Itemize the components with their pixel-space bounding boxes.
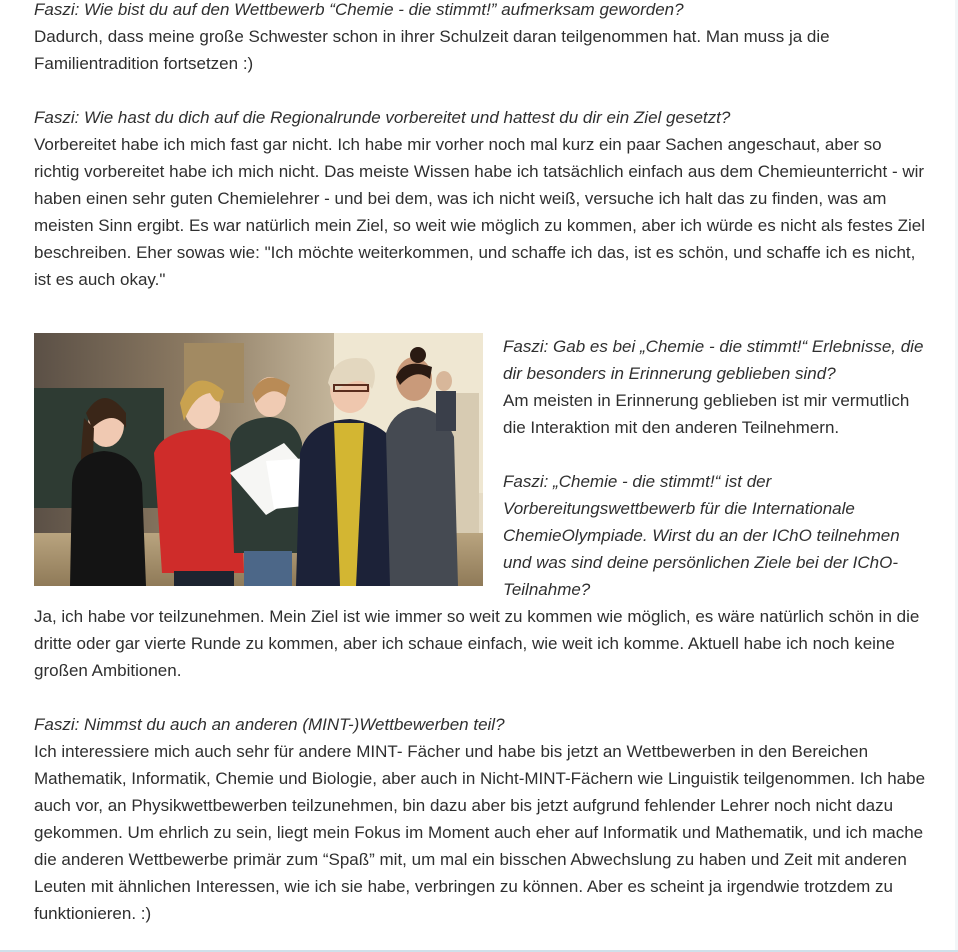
paragraph-gap (34, 684, 926, 711)
question-2: Faszi: Wie hast du dich auf die Regionalrunde vorbereitet und hattest du dir ein Ziel gesetzt? (34, 108, 731, 127)
interview-article (34, 0, 926, 927)
answer-2: Vorbereitet habe ich mich fast gar nicht. Ich habe mir vorher noch mal kurz ein paar Sachen angeschaut, aber so richtig vorbereitet habe ich mich nicht. Das meiste Wissen habe ich tatsächlich einfach aus dem Chemieunterricht - wir haben einen sehr guten Chemielehrer - und bei dem, was ich nicht weiß, versuche ich halt das zu finden, was am meisten Sinn ergibt. Es war natürlich mein Ziel, so weit wie möglich zu kommen, aber ich würde es nicht als festes Ziel beschreiben. Eher sowas wie: "Ich möchte weiterkommen, und schaffe ich das, ist es schön, und schaffe ich es nicht, ist es auch okay." (34, 135, 925, 289)
paragraph-gap (34, 77, 926, 104)
answer-1: Dadurch, dass meine große Schwester schon in ihrer Schulzeit daran teilgenommen hat. Man muss ja die Familientradition fortsetzen :) (34, 27, 830, 73)
answer-5: Ich interessiere mich auch sehr für andere MINT- Fächer und habe bis jetzt an Wettbewerben in den Bereichen Mathematik, Informatik, Chemie und Biologie, aber auch in Nicht-MINT-Fächern wie Linguistik teilgenommen. Ich habe auch vor, an Physikwettbewerben teilzunehmen, bin dazu aber bis jetzt aufgrund fehlender Lehrer noch nicht dazu gekommen. Um ehrlich zu sein, liegt mein Fokus im Moment auch eher auf Informatik und Mathematik, und ich mache die anderen Wettbewerbe primär zum “Spaß” mit, um mal ein bisschen Abwechslung zu haben und Zeit mit anderen Leuten mit ähnlichen Interessen, wie ich sie habe, verbringen zu können. Aber es scheint ja irgendwie trotzdem zu funktionieren. :) (34, 742, 926, 923)
answer-3: Am meisten in Erinnerung geblieben ist mir vermutlich die Interaktion mit den anderen Teilnehmern. (503, 391, 910, 437)
question-1: Faszi: Wie bist du auf den Wettbewerb “Chemie - die stimmt!” aufmerksam geworden? (34, 0, 684, 19)
photo-section (34, 333, 926, 603)
answer-4: Ja, ich habe vor teilzunehmen. Mein Ziel ist wie immer so weit zu kommen wie möglich, es wäre natürlich schön in die dritte oder gar vierte Runde zu kommen, aber ich schaue einfach, wie weit ich komme. Aktuell habe ich noch keine großen Ambitionen. (34, 607, 920, 680)
award-ceremony-photo (34, 333, 483, 586)
question-4: Faszi: „Chemie - die stimmt!“ ist der Vorbereitungswettbewerb für die Internationale ChemieOlympiade. Wirst du an der IChO teilnehmen und was sind deine persönlichen Ziele bei der IChO-Teilnahme? (503, 472, 900, 599)
question-3: Faszi: Gab es bei „Chemie - die stimmt!“ Erlebnisse, die dir besonders in Erinnerung geblieben sind? (503, 337, 924, 383)
question-5: Faszi: Nimmst du auch an anderen (MINT-)Wettbewerben teil? (34, 715, 505, 734)
paragraph-gap (34, 293, 926, 333)
